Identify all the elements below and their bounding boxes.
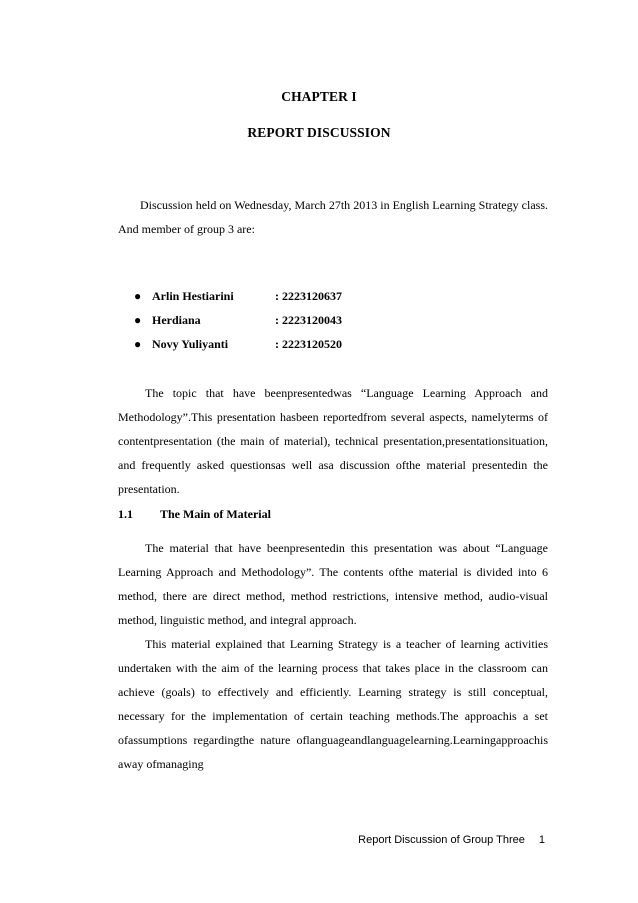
member-id: : 2223120637 <box>275 289 342 303</box>
intro-paragraph <box>118 193 548 241</box>
member-name: Herdiana <box>152 313 201 327</box>
member-name: Arlin Hestiarini <box>152 289 234 303</box>
member-id: : 2223120043 <box>275 313 342 327</box>
bullet-icon: ● <box>134 337 142 351</box>
section-heading <box>118 507 271 522</box>
topic-text: The topic that have beenpresentedwas “Language Learning Approach and Methodology”.This presentation hasbeen reportedfrom several aspects, namelyterms of contentpresentation (the main of material), technical presentation,presentationsituation, and frequently asked questionsas well asa discussion ofthe material presentedin the presentation. <box>118 386 548 496</box>
bullet-icon: ● <box>134 313 142 327</box>
main-text-2: This material explained that Learning Strategy is a teacher of learning activities undertaken with the aim of the learning process that takes place in the classroom can achieve (goals) to effectively and efficiently. Learning strategy is still conceptual, necessary for the implementation of certain teaching methods.The approachis a set ofassumptions regardingthe nature oflanguageandlanguagelearning.Learningapproachis away ofmanaging <box>118 637 548 771</box>
intro-text: Discussion held on Wednesday, March 27th 2013 in English Learning Strategy class. And member of group 3 are: <box>118 198 548 236</box>
list-item <box>134 308 342 332</box>
list-item <box>134 284 342 308</box>
main-paragraph-2 <box>118 632 548 776</box>
member-id: : 2223120520 <box>275 337 342 351</box>
main-text-1: The material that have beenpresentedin this presentation was about “Language Learning Approach and Methodology”. The contents ofthe material is divided into 6 method, there are direct method, method restrictions, intensive method, audio-visual method, linguistic method, and integral approach. <box>118 541 548 627</box>
page-footer <box>358 834 545 846</box>
bullet-icon: ● <box>134 289 142 303</box>
list-item <box>134 332 342 356</box>
main-paragraph-1 <box>118 536 548 632</box>
member-list <box>134 284 342 356</box>
topic-paragraph <box>118 381 548 501</box>
footer-text: Report Discussion of Group Three <box>358 834 525 846</box>
member-name: Novy Yuliyanti <box>152 337 229 351</box>
page-number: 1 <box>538 834 545 846</box>
chapter-title: CHAPTER I <box>281 89 357 104</box>
report-title: REPORT DISCUSSION <box>247 125 391 140</box>
section-title: The Main of Material <box>160 507 271 521</box>
section-number: 1.1 <box>118 507 133 521</box>
